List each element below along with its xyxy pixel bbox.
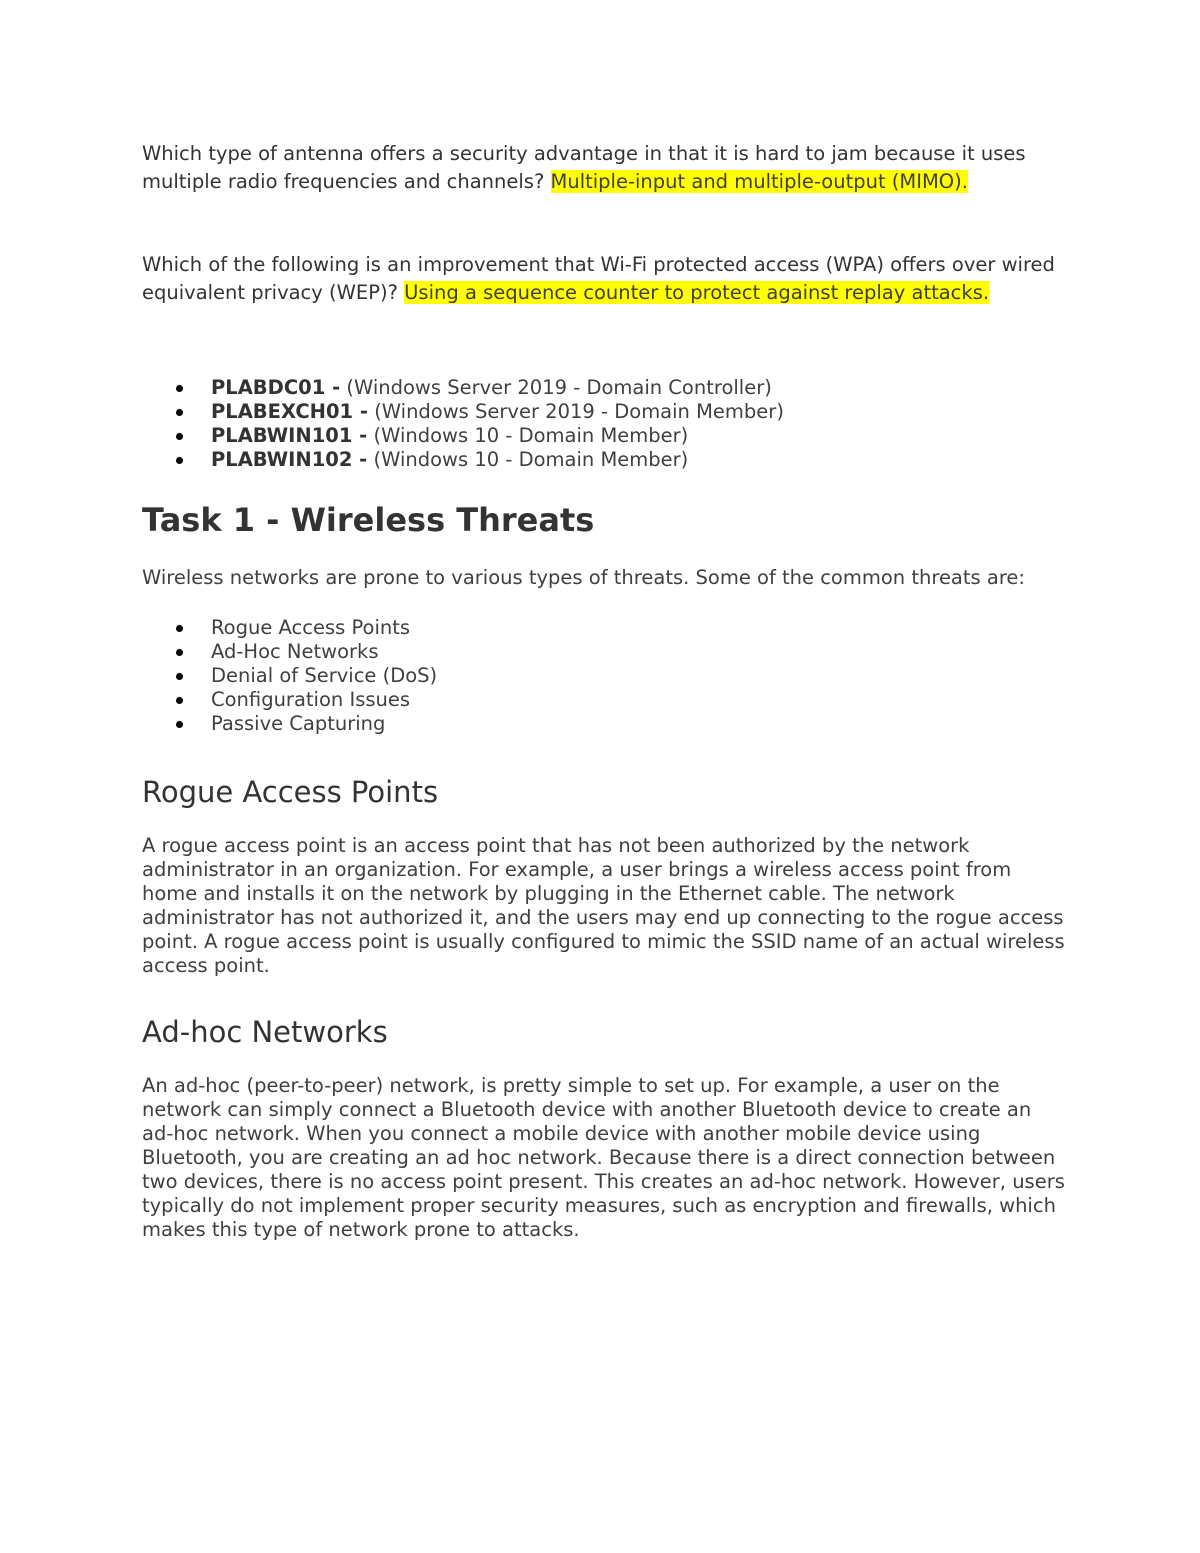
threat-label: Passive Capturing [211,712,386,735]
server-list [142,376,1067,472]
question-2 [142,251,1067,306]
bullet-icon [176,457,183,464]
threat-item [142,712,1067,736]
server-item [142,376,1067,400]
answer-2-highlight: Using a sequence counter to protect against replay attacks. [404,280,990,304]
adhoc-paragraph: An ad-hoc (peer-to-peer) network, is pretty simple to set up. For example, a user on the network can simply connect a Bluetooth device with another Bluetooth device to create an ad-hoc network. When you connect a mobile device with another mobile device using Bluetooth, you are creating an ad hoc network. Because there is a direct connection between two devices, there is no access point present. This creates an ad-hoc network. However, users typically do not implement proper security measures, such as encryption and firewalls, which makes this type of network prone to attacks. [142,1074,1065,1241]
bullet-icon [176,673,183,680]
bullet-icon [176,409,183,416]
server-item [142,400,1067,424]
question-2-text: Which of the following is an improvement that Wi-Fi protected access (WPA) offers over wired equivalent privacy (WEP)? [142,253,1055,304]
answer-1-highlight: Multiple-input and multiple-output (MIMO). [550,169,968,193]
threat-item [142,640,1067,664]
server-item [142,424,1067,448]
question-1-text: Which type of antenna offers a security advantage in that it is hard to jam because it uses multiple radio frequencies and channels? [142,142,1026,193]
server-name: PLABDC01 - [211,376,341,399]
threat-item [142,664,1067,688]
server-item [142,448,1067,472]
bullet-icon [176,721,183,728]
question-1 [142,140,1067,195]
threat-list [142,616,1067,736]
bullet-icon [176,433,183,440]
bullet-icon [176,385,183,392]
rogue-heading: Rogue Access Points [142,775,439,809]
rogue-paragraph: A rogue access point is an access point that has not been authorized by the network administrator in an organization. For example, a user brings a wireless access point from home and installs it on the network by plugging in the Ethernet cable. The network administrator has not authorized it, and the users may end up connecting to the rogue access point. A rogue access point is usually configured to mimic the SSID name of an actual wireless access point. [142,834,1065,977]
document-page [142,140,1067,1242]
server-desc: (Windows Server 2019 - Domain Member) [374,400,784,423]
bullet-icon [176,625,183,632]
server-desc: (Windows Server 2019 - Domain Controller) [346,376,772,399]
threat-item [142,616,1067,640]
task-intro: Wireless networks are prone to various types of threats. Some of the common threats are: [142,566,1025,589]
server-desc: (Windows 10 - Domain Member) [373,448,689,471]
threat-label: Ad-Hoc Networks [211,640,379,663]
threat-label: Denial of Service (DoS) [211,664,438,687]
threat-label: Configuration Issues [211,688,411,711]
adhoc-heading: Ad-hoc Networks [142,1015,388,1049]
bullet-icon [176,649,183,656]
task-title: Task 1 - Wireless Threats [142,501,595,539]
server-name: PLABWIN101 - [211,424,368,447]
threat-label: Rogue Access Points [211,616,411,639]
threat-item [142,688,1067,712]
server-name: PLABEXCH01 - [211,400,368,423]
bullet-icon [176,697,183,704]
server-name: PLABWIN102 - [211,448,368,471]
server-desc: (Windows 10 - Domain Member) [373,424,689,447]
